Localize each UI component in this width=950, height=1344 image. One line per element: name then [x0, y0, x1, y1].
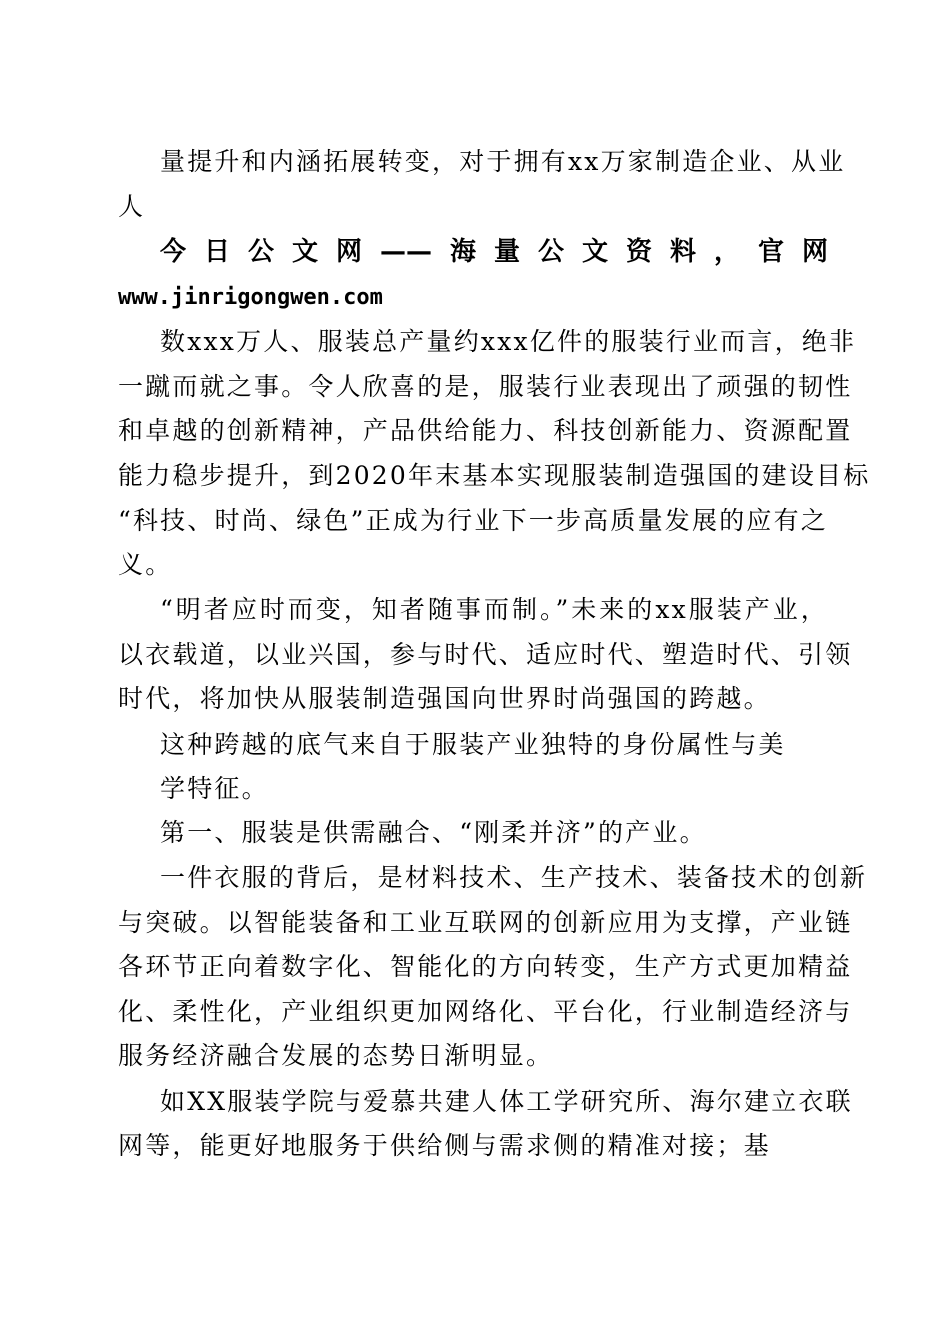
paragraph-line: 一件衣服的背后，是材料技术、生产技术、装备技术的创新: [160, 863, 868, 892]
watermark-url[interactable]: www.jinrigongwen.com: [118, 285, 383, 310]
paragraph-line: 人: [118, 192, 146, 221]
paragraph-line: 网等，能更好地服务于供给侧与需求侧的精准对接；基: [118, 1131, 771, 1160]
paragraph-line: “明者应时而变，知者随事而制。”未来的xx服装产业，: [160, 595, 828, 624]
paragraph-line: “科技、时尚、绿色”正成为行业下一步高质量发展的应有之: [118, 506, 828, 535]
paragraph-line: 各环节正向着数字化、智能化的方向转变，生产方式更加精益: [118, 952, 853, 981]
paragraph-line: 数xxx万人、服装总产量约xxx亿件的服装行业而言，绝非: [160, 327, 857, 356]
watermark-title: 今日公文网——海量公文资料，官网: [160, 237, 828, 267]
paragraph-line: 义。: [118, 550, 173, 579]
paragraph-line: 与突破。以智能装备和工业互联网的创新应用为支撑，产业链: [118, 908, 853, 937]
section-heading: 第一、服装是供需融合、“刚柔并济”的产业。: [160, 818, 707, 847]
paragraph-line: 一蹴而就之事。令人欣喜的是，服装行业表现出了顽强的韧性: [118, 372, 853, 401]
paragraph-line: 学特征。: [160, 774, 269, 803]
paragraph-line: 能力稳步提升，到2020年末基本实现服装制造强国的建设目标: [118, 461, 871, 490]
paragraph-line: 化、柔性化，产业组织更加网络化、平台化，行业制造经济与: [118, 997, 853, 1026]
paragraph-line: 量提升和内涵拓展转变，对于拥有xx万家制造企业、从业: [160, 147, 846, 176]
paragraph-line: 时代，将加快从服装制造强国向世界时尚强国的跨越。: [118, 684, 771, 713]
paragraph-line: 如XX服装学院与爱慕共建人体工学研究所、海尔建立衣联: [160, 1087, 853, 1116]
paragraph-line: 服务经济融合发展的态势日渐明显。: [118, 1041, 554, 1070]
paragraph-line: 以衣载道，以业兴国，参与时代、适应时代、塑造时代、引领: [118, 640, 853, 669]
paragraph-line: 和卓越的创新精神，产品供给能力、科技创新能力、资源配置: [118, 416, 853, 445]
paragraph-line: 这种跨越的底气来自于服装产业独特的身份属性与美: [160, 730, 786, 759]
